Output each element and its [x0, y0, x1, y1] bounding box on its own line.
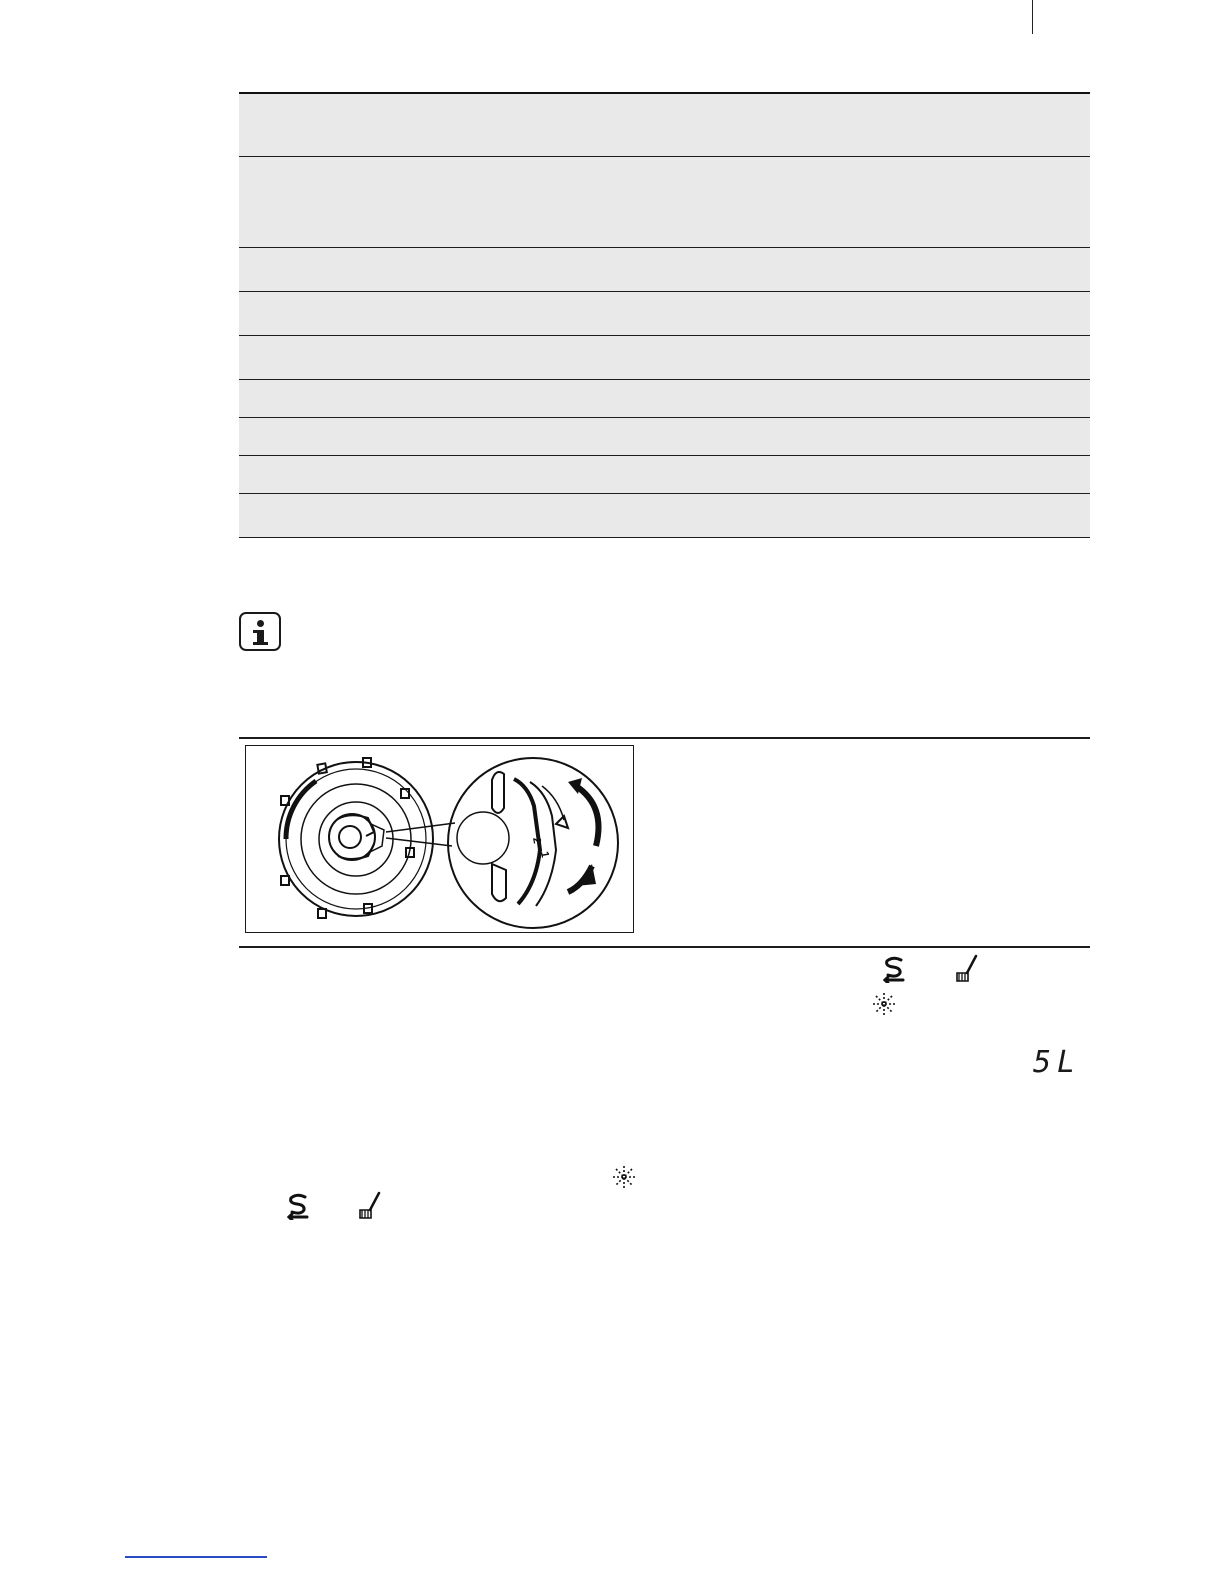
info-icon: [239, 612, 281, 651]
table-row: [239, 380, 1090, 418]
section-rule-bottom: [239, 946, 1090, 948]
table-row: [239, 157, 1090, 248]
section-rule-top: [239, 737, 1090, 739]
table-row: [239, 456, 1090, 494]
sparkle-icon: [871, 991, 897, 1017]
display-code: 5L: [1033, 1045, 1082, 1080]
margin-mark: [1032, 0, 1033, 34]
rinse-aid-icon: [283, 1190, 313, 1220]
table-row: [239, 336, 1090, 380]
dial-number: 2: [530, 836, 543, 845]
brush-icon: [357, 1190, 383, 1220]
brush-icon: [954, 953, 980, 983]
dial-illustration: [245, 745, 634, 933]
table-row: [239, 92, 1090, 157]
table-row: [239, 292, 1090, 336]
sparkle-icon: [611, 1164, 637, 1190]
rinse-aid-icon: [879, 953, 909, 983]
table-row: [239, 248, 1090, 292]
footer-link-underline[interactable]: [125, 1556, 267, 1558]
table-row: [239, 494, 1090, 538]
table-row: [239, 418, 1090, 456]
dial-number: 1: [538, 850, 551, 859]
settings-table: [239, 92, 1090, 538]
